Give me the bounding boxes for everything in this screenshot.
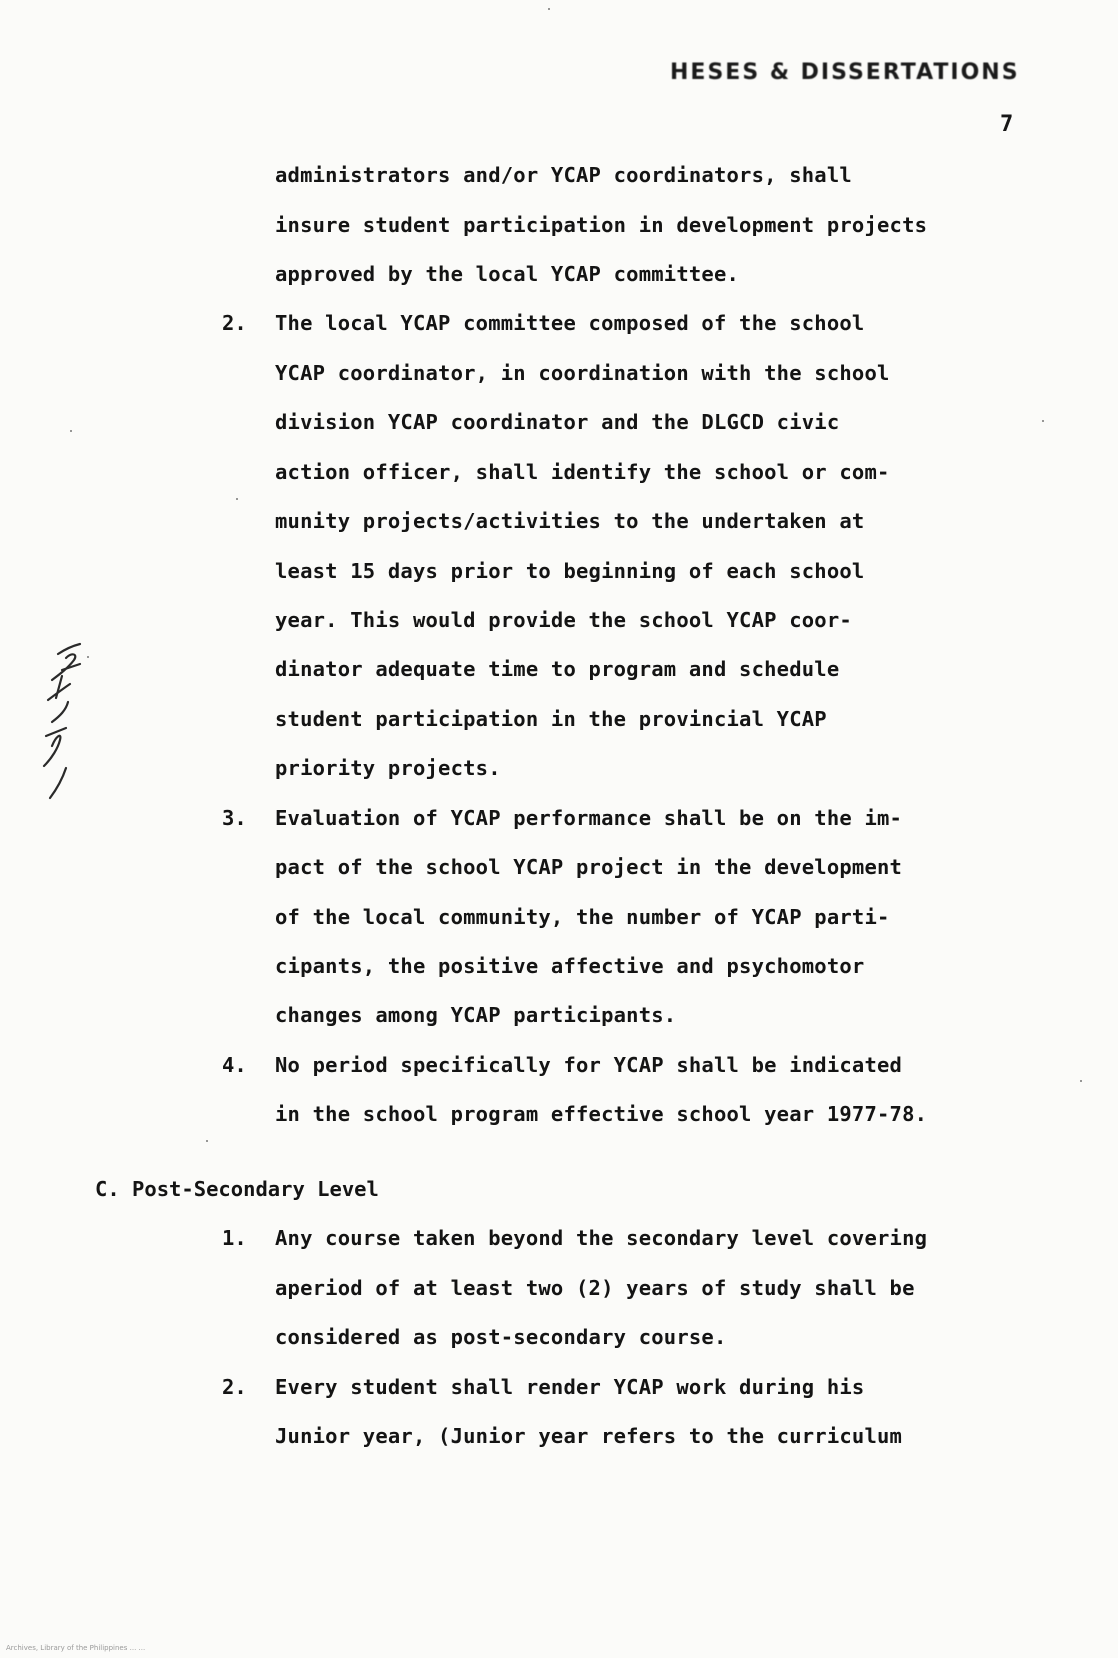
archive-stamp: HESES & DISSERTATIONS bbox=[670, 60, 1020, 85]
text-line: YCAP coordinator, in coordination with the school bbox=[275, 361, 890, 385]
text-line: insure student participation in development projects bbox=[275, 213, 928, 237]
item-number: 3. bbox=[222, 806, 247, 830]
text-line: action officer, shall identify the school or com- bbox=[275, 460, 890, 484]
text-line: Evaluation of YCAP performance shall be on the im- bbox=[275, 806, 903, 830]
item-number: 1. bbox=[222, 1226, 247, 1250]
section-heading: C. Post-Secondary Level bbox=[95, 1177, 379, 1201]
text-line: in the school program effective school year 1977-78. bbox=[275, 1102, 928, 1126]
handwritten-margin-note bbox=[22, 640, 112, 810]
text-line: approved by the local YCAP committee. bbox=[275, 262, 740, 286]
text-line: administrators and/or YCAP coordinators, shall bbox=[275, 163, 852, 187]
text-line: pact of the school YCAP project in the development bbox=[275, 855, 903, 879]
text-line: division YCAP coordinator and the DLGCD civic bbox=[275, 410, 840, 434]
item-number: 2. bbox=[222, 1375, 247, 1399]
text-line: cipants, the positive affective and psychomotor bbox=[275, 954, 865, 978]
scan-speck bbox=[206, 1140, 208, 1142]
text-line: priority projects. bbox=[275, 756, 501, 780]
text-line: No period specifically for YCAP shall be indicated bbox=[275, 1053, 903, 1077]
text-line: The local YCAP committee composed of the school bbox=[275, 311, 865, 335]
scan-speck bbox=[1042, 420, 1044, 422]
text-line: aperiod of at least two (2) years of study shall be bbox=[275, 1276, 915, 1300]
text-line: least 15 days prior to beginning of each school bbox=[275, 559, 865, 583]
footer-note: Archives, Library of the Philippines ... ... bbox=[6, 1644, 146, 1652]
scan-speck bbox=[87, 656, 89, 658]
scan-speck bbox=[236, 498, 238, 500]
text-line: considered as post-secondary course. bbox=[275, 1325, 727, 1349]
scan-speck bbox=[548, 8, 550, 10]
item-number: 2. bbox=[222, 311, 247, 335]
text-line: student participation in the provincial YCAP bbox=[275, 707, 827, 731]
text-line: changes among YCAP participants. bbox=[275, 1003, 677, 1027]
text-line: Every student shall render YCAP work during his bbox=[275, 1375, 865, 1399]
scan-speck bbox=[1080, 1080, 1082, 1082]
item-number: 4. bbox=[222, 1053, 247, 1077]
text-line: year. This would provide the school YCAP coor- bbox=[275, 608, 852, 632]
page-number: 7 bbox=[1000, 112, 1014, 137]
scan-speck bbox=[70, 430, 72, 432]
text-line: dinator adequate time to program and schedule bbox=[275, 657, 840, 681]
text-line: Any course taken beyond the secondary level covering bbox=[275, 1226, 928, 1250]
text-line: munity projects/activities to the undertaken at bbox=[275, 509, 865, 533]
text-line: of the local community, the number of YCAP parti- bbox=[275, 905, 890, 929]
text-line: Junior year, (Junior year refers to the curriculum bbox=[275, 1424, 903, 1448]
